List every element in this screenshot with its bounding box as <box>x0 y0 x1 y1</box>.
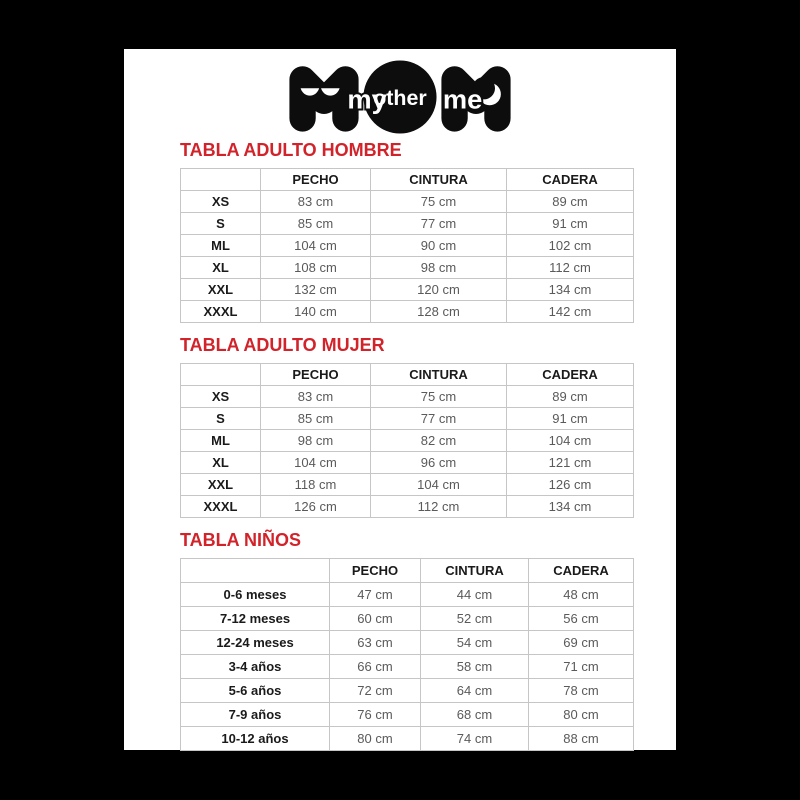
row-label: ML <box>181 235 261 257</box>
measurement-cell: 96 cm <box>371 452 507 474</box>
table-row <box>181 235 634 257</box>
measurement-cell: 54 cm <box>421 631 529 655</box>
measurement-cell: 126 cm <box>507 474 634 496</box>
measurement-cell: 85 cm <box>261 408 371 430</box>
column-header-pecho: PECHO <box>261 169 371 191</box>
measurement-cell: 121 cm <box>507 452 634 474</box>
measurement-cell: 104 cm <box>261 235 371 257</box>
measurement-cell: 82 cm <box>371 430 507 452</box>
measurement-cell: 77 cm <box>371 408 507 430</box>
measurement-cell: 134 cm <box>507 496 634 518</box>
header-row <box>181 169 634 191</box>
measurement-cell: 71 cm <box>529 655 634 679</box>
measurement-cell: 118 cm <box>261 474 371 496</box>
table-row <box>181 279 634 301</box>
header-row <box>181 364 634 386</box>
measurement-cell: 76 cm <box>330 703 421 727</box>
table-row <box>181 583 634 607</box>
row-label: XS <box>181 191 261 213</box>
measurement-cell: 72 cm <box>330 679 421 703</box>
size-table-adulto-mujer <box>180 363 634 518</box>
logo-word-other: other <box>373 85 427 110</box>
column-header-cadera: CADERA <box>507 169 634 191</box>
row-label: 5-6 años <box>181 679 330 703</box>
row-label: XXXL <box>181 496 261 518</box>
row-label: 0-6 meses <box>181 583 330 607</box>
header-row <box>181 559 634 583</box>
measurement-cell: 112 cm <box>507 257 634 279</box>
measurement-cell: 68 cm <box>421 703 529 727</box>
table-row <box>181 607 634 631</box>
measurement-cell: 91 cm <box>507 213 634 235</box>
measurement-cell: 58 cm <box>421 655 529 679</box>
logo-word-me: me <box>442 83 483 115</box>
table-row <box>181 679 634 703</box>
row-label: S <box>181 408 261 430</box>
table-row <box>181 408 634 430</box>
measurement-cell: 83 cm <box>261 386 371 408</box>
measurement-cell: 108 cm <box>261 257 371 279</box>
measurement-cell: 142 cm <box>507 301 634 323</box>
table-row <box>181 703 634 727</box>
row-label: XS <box>181 386 261 408</box>
table-row <box>181 301 634 323</box>
measurement-cell: 47 cm <box>330 583 421 607</box>
measurement-cell: 44 cm <box>421 583 529 607</box>
table-row <box>181 430 634 452</box>
row-label: XL <box>181 257 261 279</box>
row-label: ML <box>181 430 261 452</box>
measurement-cell: 132 cm <box>261 279 371 301</box>
column-header-empty <box>181 169 261 191</box>
measurement-cell: 140 cm <box>261 301 371 323</box>
row-label: 7-12 meses <box>181 607 330 631</box>
row-label: 10-12 años <box>181 727 330 751</box>
column-header-cadera: CADERA <box>507 364 634 386</box>
measurement-cell: 126 cm <box>261 496 371 518</box>
measurement-cell: 56 cm <box>529 607 634 631</box>
measurement-cell: 98 cm <box>371 257 507 279</box>
measurement-cell: 88 cm <box>529 727 634 751</box>
brand-logo <box>286 59 514 135</box>
row-label: 12-24 meses <box>181 631 330 655</box>
measurement-cell: 85 cm <box>261 213 371 235</box>
size-chart-card <box>124 49 676 750</box>
column-header-cintura: CINTURA <box>371 169 507 191</box>
column-header-cintura: CINTURA <box>421 559 529 583</box>
table-title-ninos: TABLA NIÑOS <box>180 530 301 550</box>
table-row <box>181 257 634 279</box>
table-row <box>181 631 634 655</box>
row-label: XL <box>181 452 261 474</box>
column-header-cadera: CADERA <box>529 559 634 583</box>
table-row <box>181 474 634 496</box>
row-label: XXXL <box>181 301 261 323</box>
measurement-cell: 80 cm <box>330 727 421 751</box>
size-table-ninos <box>180 558 634 751</box>
table-title-adulto-mujer: TABLA ADULTO MUJER <box>180 335 385 355</box>
measurement-cell: 102 cm <box>507 235 634 257</box>
size-chart-content <box>180 140 633 751</box>
measurement-cell: 89 cm <box>507 191 634 213</box>
column-header-empty <box>181 559 330 583</box>
section-ninos <box>180 530 633 751</box>
measurement-cell: 104 cm <box>261 452 371 474</box>
table-title-adulto-hombre: TABLA ADULTO HOMBRE <box>180 140 402 160</box>
measurement-cell: 91 cm <box>507 408 634 430</box>
column-header-cintura: CINTURA <box>371 364 507 386</box>
column-header-pecho: PECHO <box>330 559 421 583</box>
size-table-adulto-hombre <box>180 168 634 323</box>
measurement-cell: 64 cm <box>421 679 529 703</box>
measurement-cell: 80 cm <box>529 703 634 727</box>
measurement-cell: 74 cm <box>421 727 529 751</box>
measurement-cell: 104 cm <box>371 474 507 496</box>
table-row <box>181 191 634 213</box>
measurement-cell: 52 cm <box>421 607 529 631</box>
section-adulto-hombre <box>180 140 633 323</box>
row-label: XXL <box>181 474 261 496</box>
table-row <box>181 727 634 751</box>
table-row <box>181 386 634 408</box>
measurement-cell: 104 cm <box>507 430 634 452</box>
measurement-cell: 90 cm <box>371 235 507 257</box>
measurement-cell: 112 cm <box>371 496 507 518</box>
section-adulto-mujer <box>180 335 633 518</box>
column-header-pecho: PECHO <box>261 364 371 386</box>
measurement-cell: 98 cm <box>261 430 371 452</box>
measurement-cell: 78 cm <box>529 679 634 703</box>
row-label: 3-4 años <box>181 655 330 679</box>
measurement-cell: 75 cm <box>371 191 507 213</box>
row-label: S <box>181 213 261 235</box>
table-row <box>181 655 634 679</box>
measurement-cell: 89 cm <box>507 386 634 408</box>
table-row <box>181 452 634 474</box>
row-label: XXL <box>181 279 261 301</box>
mom-logo-icon <box>286 59 514 135</box>
measurement-cell: 77 cm <box>371 213 507 235</box>
column-header-empty <box>181 364 261 386</box>
measurement-cell: 83 cm <box>261 191 371 213</box>
row-label: 7-9 años <box>181 703 330 727</box>
measurement-cell: 120 cm <box>371 279 507 301</box>
measurement-cell: 63 cm <box>330 631 421 655</box>
measurement-cell: 128 cm <box>371 301 507 323</box>
measurement-cell: 75 cm <box>371 386 507 408</box>
table-row <box>181 213 634 235</box>
measurement-cell: 66 cm <box>330 655 421 679</box>
measurement-cell: 134 cm <box>507 279 634 301</box>
measurement-cell: 60 cm <box>330 607 421 631</box>
measurement-cell: 69 cm <box>529 631 634 655</box>
measurement-cell: 48 cm <box>529 583 634 607</box>
logo-word-my: my <box>347 83 387 115</box>
table-row <box>181 496 634 518</box>
